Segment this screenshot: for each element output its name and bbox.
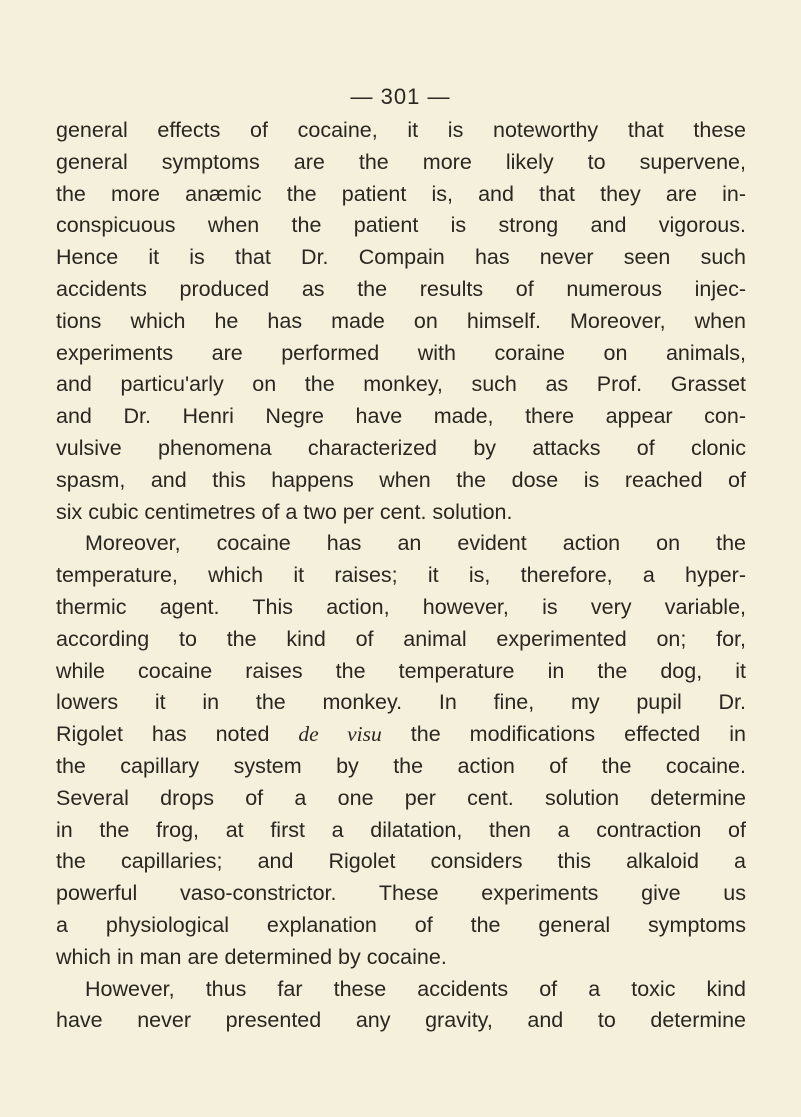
italic-phrase: de visu [298,722,382,747]
text-line: However, thus far these accidents of a toxic kind [85,976,746,1001]
text-line: have never presented any gravity, and to determine [56,1008,746,1033]
text-span: the modifications effected in [410,722,746,747]
body-text [56,115,746,1037]
text-line: the capillary system by the action of the cocaine. [56,753,746,778]
text-line: powerful vaso-constrictor. These experiments give us [56,881,746,906]
text-line: conspicuous when the patient is strong and vigorous. [56,213,746,238]
text-line: which in man are determined by cocaine. [56,944,447,969]
text-span: Rigolet has noted [56,722,299,747]
text-line: tions which he has made on himself. Moreover, when [56,308,746,333]
text-line: a physiological explanation of the general symptoms [56,912,746,937]
text-line: general symptoms are the more likely to supervene, [56,149,746,174]
text-line: thermic agent. This action, however, is very variable, [56,594,746,619]
text-line: Several drops of a one per cent. solution determine [56,785,746,810]
text-line: Moreover, cocaine has an evident action on the [85,531,746,556]
text-line: in the frog, at first a dilatation, then a contraction of [56,817,746,842]
text-line: and particu'arly on the monkey, such as Prof. Grasset [56,372,746,397]
text-line: spasm, and this happens when the dose is reached of [56,467,746,492]
text-line: lowers it in the monkey. In fine, my pupil Dr. [56,690,746,715]
text-line: accidents produced as the results of numerous injec- [56,276,746,301]
text-line: temperature, which it raises; it is, therefore, a hyper- [56,563,746,588]
text-line: Hence it is that Dr. Compain has never seen such [56,245,746,270]
text-line: six cubic centimetres of a two per cent. solution. [56,499,513,524]
text-line: while cocaine raises the temperature in the dog, it [56,658,746,683]
text-line: experiments are performed with coraine on animals, [56,340,746,365]
text-line-with-italic [56,719,746,751]
text-line: the more anæmic the patient is, and that they are in- [56,181,746,206]
text-line: and Dr. Henri Negre have made, there appear con- [56,404,746,429]
text-line: according to the kind of animal experimented on; for, [56,626,746,651]
text-line: general effects of cocaine, it is noteworthy that these [56,118,746,142]
text-line: the capillaries; and Rigolet considers this alkaloid a [56,849,746,874]
text-line: vulsive phenomena characterized by attacks of clonic [56,435,746,460]
page-number: — 301 — [350,84,451,109]
